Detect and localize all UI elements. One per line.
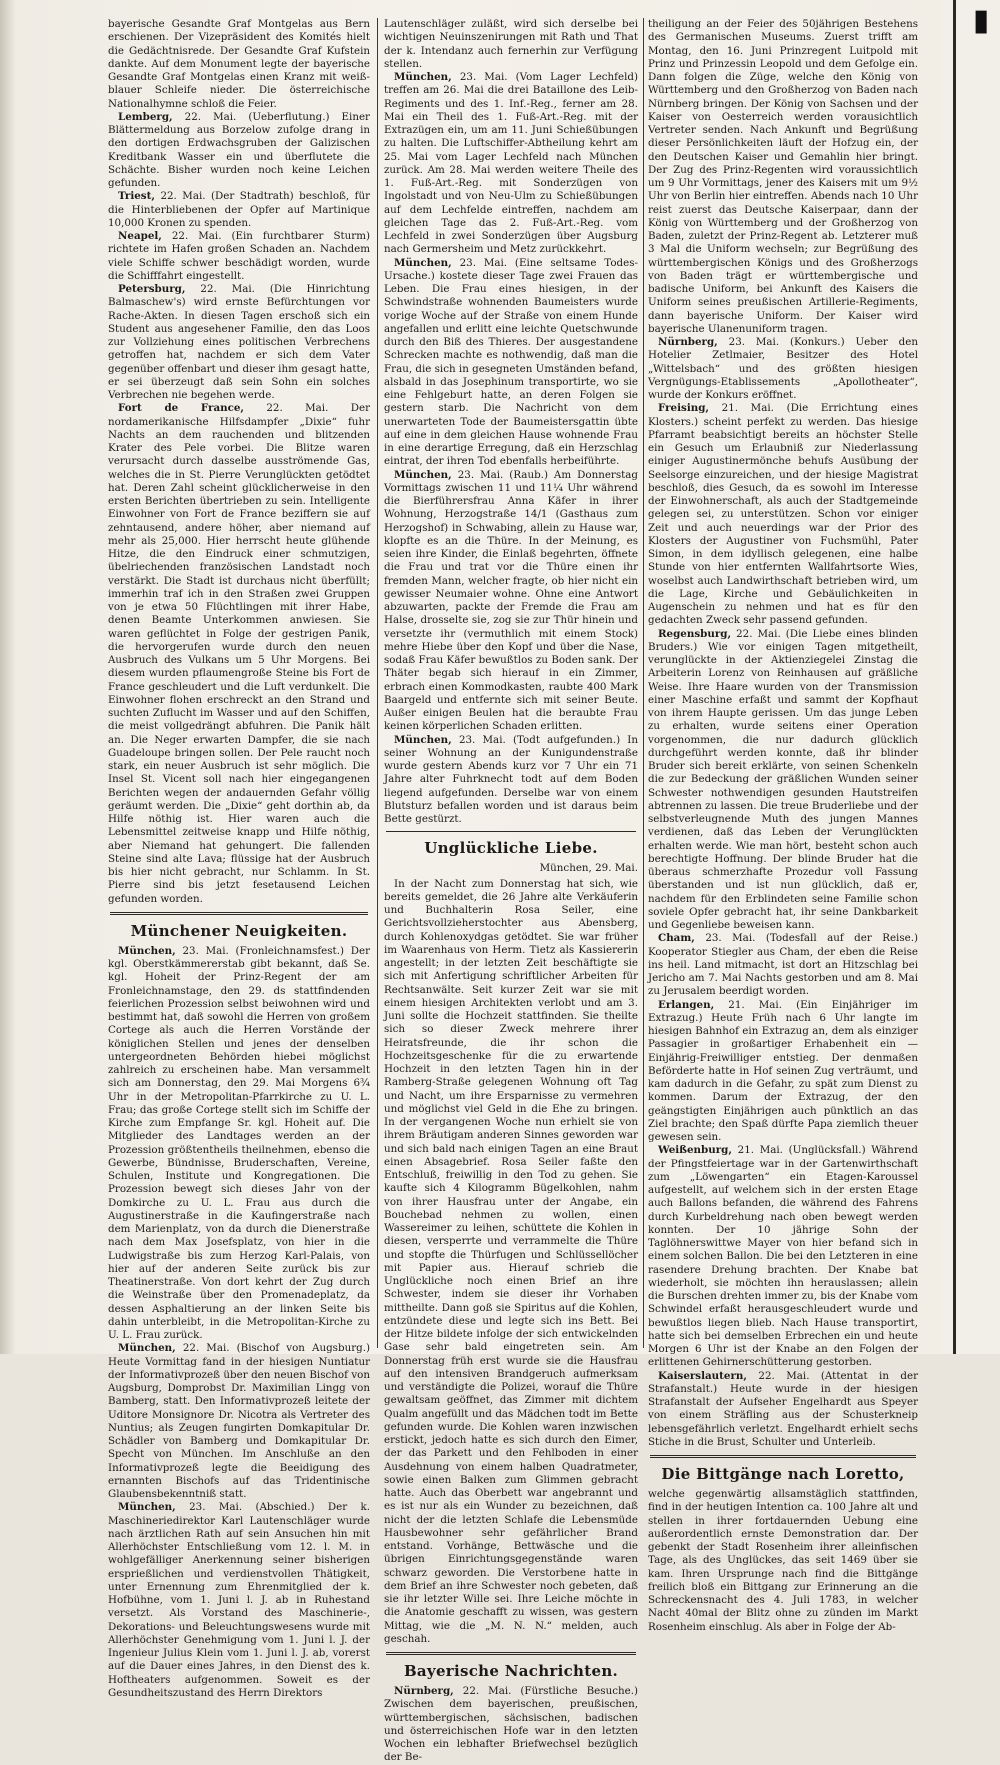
item-text: 22. Mai. (Ein furchtbarer Sturm) richtete im Hafen großen Schaden an. Nachdem viele Schiffe schwer beschädigt worden, wurde die Schifffahrt eingestellt. [108, 230, 370, 282]
item-text: 22. Mai. (Ueberflutung.) Einer Blättermeldung aus Borzelow zufolge drang in den dortigen Erdwachsgruben der Galizischen Kreditbank Wasser ein und überflutete die Schächte. Bisher wurden noch keine Leichen gefunden. [108, 110, 370, 189]
article-heading-unglueckliche-liebe: Unglückliche Liebe. [424, 839, 598, 858]
news-item-cham [648, 932, 918, 998]
dateline: Nürnberg, [658, 336, 718, 348]
item-text: 22. Mai. Der nordamerikanische Hilfsdampfer „Dixie“ fuhr Nachts an dem rauchenden und blitzenden Krater des Pele vorbei. Die Blitze waren verursacht durch dasselbe ausströmende Gas, welches die in St. Pierre Verunglückten getödtet hat. Deren Zahl scheint glücklicherweise in den ersten Berichten übertrieben zu sein. Intelligente Einwohner von Fort de France beziffern sie auf zehntausend, andere höher, aber niemand auf mehr als 25,000. Hier herrscht heute glühende Hitze, die den Eindruck einer schmutzigen, übelriechenden französischen Landstadt noch verstärkt. Die Stadt ist durchaus nicht überfüllt; immerhin traf ich in den Straßen zwei Gruppen von je etwa 50 Flüchtlingen mit ihrer Habe, denen Beamte Unterkommen anwiesen. Sie waren geflüchtet in Folge der gestrigen Panik, die hervorgerufen wurde durch den neuen Ausbruch des Vulkans um 5 Uhr Morgens. Bei diesem wurden pflaumengroße Steine bis Fort de France geschleudert und die Luft verdunkelt. Die Einwohner flohen erschreckt an den Strand und suchten Zuflucht im Wasser und auf den Schiffen, die meist vollgedrängt abfuhren. Die Panik hält an. Die Neger erwarten Dampfer, die sie nach Guadeloupe bringen sollen. Der Pele raucht noch stark, ein neuer Ausbruch ist sehr möglich. Die Insel St. Vicent soll nach hier eingegangenen Berichten wegen der andauernden Gefahr völlig geräumt werden. Die „Dixie“ geht dorthin ab, da Hilfe nöthig ist. Hier waren auch die Lebensmittel zeitweise knapp und Hilfe nöthig, aber Niemand hat gehungert. Die fallenden Steine sind alte Lava; flüssige hat der Ausbruch bis hier nicht gebracht, nur Schlamm. In St. Pierre sind bis jetzt fesetausend Leichen gefunden worden. [108, 402, 370, 905]
dateline: Kaiserslautern, [658, 1369, 747, 1382]
item-text: 21. Mai. (Unglücksfall.) Während der Pfingstfeiertage war in der Gartenwirthschaft zum „Löwengarten“ ein Etagen-Karoussel aufgestellt, auf welchem sich in der ersten Etage auch Ballons befanden, die während des Fahrens durch Kurbeldrehung nach oben bewegt werden konnten. Der 10 jährige Sohn der Taglöhnerswittwe Mayer von hier befand sich in einem solchen Ballon. Die bei den Letzteren in eine rasendere Drehung brachten. Der Knabe bat wiederholt, sie möchten ihn herauslassen; allein die Burschen drehten immer zu, bis der Knabe vom Schwindel erfaßt herausgeschleudert wurde und bewußtlos liegen blieb. Nach Hause transportirt, hatte sich bei demselben Erbrechen ein und heute Morgen 6 Uhr ist der Knabe an den Folgen der erlittenen Gehirnerschütterung gestorben. [648, 1144, 918, 1369]
news-item-muenchen-raub [384, 469, 638, 734]
section-divider [110, 912, 368, 915]
news-item-freising [648, 402, 918, 627]
item-text: 23. Mai. (Todt aufgefunden.) In seiner Wohnung an der Kunigundenstraße wurde gestern Abends kurz vor 7 Uhr ein 71 Jahre alter Fuhrknecht todt auf dem Boden liegend aufgefunden. Derselbe war von einem Blutsturz befallen worden und ist daraus beim Bette gestürzt. [384, 733, 638, 825]
item-text: 23. Mai. (Eine seltsame Todes-Ursache.) kostete dieser Tage zwei Frauen das Leben. Die Frau eines hiesigen, in der Schwindstraße wohnenden Baumeisters wurde vorige Woche auf der Straße von einem Hunde angefallen und erlitt eine leichte Quetschwunde durch den Biß des Thieres. Der ausgestandene Schrecken machte es nothwendig, daß man die Frau, die sich in gesegneten Umständen befand, alsbald in das Josephinum transportirte, wo sie eine Fehlgeburt hatte, an deren Folgen sie gestern starb. Die Nachricht von dem unerwarteten Tode der Baumeistersgattin übte auf eine in dem gleichen Hause wohnende Frau in eine derartige Erregung, daß ein Herzschlag eintrat, der ihren Tod ebenfalls herbeiführte. [384, 256, 638, 468]
dateline: München, [394, 733, 452, 746]
item-text: 22. Mai. (Die Hinrichtung Balmaschew's) wird ernste Befürchtungen vor Rache-Akten. In diesen Tagen erschoß sich ein Student aus angesehener Familie, den das Loos zur Vollziehung eines politischen Verbrechens getroffen hat, nachdem er sich dem Vater gegenüber offenbart und dieser ihm gesagt hatte, er sei überzeugt daß sein Sohn ein solches Verbrechen nie begehen werde. [108, 283, 370, 401]
news-item-neapel [108, 230, 370, 283]
news-item-muenchen-lechfeld [384, 71, 638, 257]
item-text: 23. Mai. (Raub.) Am Donnerstag Vormittags zwischen 11 und 11¼ Uhr während die Bierführersfrau Anna Käfer in ihrer Wohnung, Herzogstraße 14/1 (Gasthaus zum Herzogshof) in Schwabing, allein zu Hause war, klopfte es an die Thüre. In der Meinung, es seien ihre Kinder, die Einlaß begehrten, öffnete die Frau und trat vor die Thüre einen ihr fremden Mann, welcher fragte, ob hier nicht ein gewisser Neumaier wohne. Ohne eine Antwort abzuwarten, packte der Fremde die Frau am Halse, drosselte sie, zog sie zur Thür hinein und versetzte ihr (vermuthlich mit einem Stock) mehre Hiebe über den Kopf und über die Nase, sodaß Frau Käfer bewußtlos zu Boden sank. Der Thäter begab sich hierauf in ein Zimmer, erbrach einen Kommodkasten, raubte 400 Mark Baargeld und entfernte sich mit seiner Beute. Außer einigen Beulen hat die beraubte Frau keinen körperlichen Schaden erlitten. [384, 468, 638, 733]
dateline: München, [118, 1501, 176, 1514]
section-divider [650, 1455, 916, 1458]
dateline: Petersburg, [118, 283, 186, 295]
section-heading-bayerische-nachrichten: Bayerische Nachrichten. [403, 1662, 619, 1680]
article-dateline: München, 29. Mai. [539, 862, 638, 875]
dateline: München, [118, 1342, 176, 1355]
news-item-fort-de-france [108, 402, 370, 906]
news-item-regensburg [648, 628, 918, 933]
page-edge-rule [953, 0, 956, 1354]
news-item-petersburg [108, 283, 370, 402]
news-item-muenchen-abschied [108, 1501, 370, 1700]
page-margin-right [942, 0, 1000, 1354]
dateline: Triest, [118, 190, 155, 203]
dateline: Erlangen, [658, 998, 715, 1011]
item-text: 23. Mai. (Konkurs.) Ueber den Hotelier Zetlmaier, Besitzer des Hotel „Wittelsbach“ und des größten hiesigen Vergnügungs-Etablissements „Apollotheater“, wurde der Konkurs eröffnet. [648, 336, 918, 401]
item-text: 23. Mai. (Todesfall auf der Reise.) Kooperator Stiegler aus Cham, der eben die Reise ins heil. Land mitmacht, ist dort an Hitzschlag bei Jericho am 7. Mai Nachts gestorben und am 8. Mai zu Jerusalem beerdigt worden. [648, 932, 919, 998]
news-item-muenchen-todt [384, 734, 638, 827]
news-item-muenchen-fronleichnam [108, 945, 370, 1343]
dateline: Neapel, [118, 230, 162, 242]
news-item-erlangen [648, 999, 918, 1145]
column-1 [108, 18, 371, 1699]
item-text: 22. Mai. (Fürstliche Besuche.) Zwischen dem bayerischen, preußischen, württembergischen, sächsischen, badischen und österreichischen Hofe war in den letzten Wochen ein lebhafter Briefwechsel bezüglich der Be- [384, 1685, 638, 1764]
item-text: 21. Mai. (Die Errichtung eines Klosters.) scheint perfekt zu werden. Das hiesige Pfarramt beabsichtigt bereits an höchster Stelle ein Gesuch um Erlaubniß zur Niederlassung einiger Augustinermönche behufs Ausübung der Seelsorge einzureichen, und der hiesige Magistrat beschloß, dies Gesuch, da es sowohl im Interesse der Einwohnerschaft, als auch der Stadtgemeinde gelegen sei, zu unterstützen. Schon vor einiger Zeit und auch neuerdings war der Prior des Klosters der Augustiner von Fuchsmühl, Pater Simon, in dem idyllisch gelegenen, eine halbe Stunde von hier entfernten Wallfahrtsorte Wies, woselbst auch Landwirthschaft betrieben wird, um die Lage, Kirche und Gebäulichkeiten in Augenschein zu nehmen und hat es für den gedachten Zweck sehr passend gefunden. [648, 402, 918, 627]
dateline: München, [394, 71, 452, 83]
article-heading-bittgaenge-loretto: Die Bittgänge nach Loretto, [661, 1465, 905, 1483]
corner-fleuron-icon: ▮ [972, 3, 990, 38]
column-rule-2 [643, 18, 644, 1348]
article-body: In der Nacht zum Donnerstag hat sich, wie bereits gemeldet, die 26 Jahre alte Verkäuferin und Buchhalterin Rosa Seiler, eine Gerichtsvollzieherstochter aus Abensberg, durch Kohlenoxydgas getödtet. Sie war früher im Waarenhaus von Herm. Tietz als Kassiererin angestellt; in der letzten Zeit beschäftigte sie sich mit Anfertigung schriftlicher Arbeiten für Rechtsanwälte. Seit kurzer Zeit war sie mit einem hiesigen Architekten verlobt und am 3. Juni sollte die Hochzeit stattfinden. Sie theilte sich so dieser Zweck mehrere ihrer Heiratsfreunde, die ihr schon die Hochzeitsgeschenke für die zu erwartende Hochzeit in den letzten Tagen hin in der Ramberg-Straße gelegenen Wohnung oft Tag und Nacht, um ihre Ersparnisse zu vermehren und möglichst viel Geld in die Ehe zu bringen. In der vergangenen Woche nun erhielt sie von ihrem Bräutigam anderen Sinnes geworden war und sich bald nach einigen Tagen an eine Braut einen Absagebrief. Rosa Seiler faßte den Entschluß, freiwillig in den Tod zu gehen. Sie kaufte sich 4 Kilogramm Bügelkohlen, nahm von ihrer Hausfrau unter der Angabe, ein Bouchebad nehmen zu wollen, einen Wassereimer zu leihen, schüttete die Kohlen in diesen, versperrte und verrammelte die Thüre und stopfte die Thürfugen und Schlüssellöcher mit Papier aus. Hierauf schrieb die Unglückliche noch einen Brief an ihre Schwester, indem sie dieser ihr Vorhaben mittheilte. Dann goß sie Spiritus auf die Kohlen, entzündete diese und legte sich ins Bett. Bei der Hitze bildete infolge der sich entwickelnden Gase sehr bald eingetreten sein. Am Donnerstag früh erst wurde sie die Hausfrau auf den intensiven Brandgeruch aufmerksam und verständigte die Polizei, worauf die Thüre gewaltsam geöffnet, das Zimmer mit dichtem Qualm angefüllt und das Mädchen todt im Bette gefunden wurde. Die Kohlen waren inzwischen erstickt, jedoch hatte es sich durch den Eimer, der das Parkett und den Fehlboden in einer Ausdehnung von einem halben Quadratmeter, sowie einen Balken zum Glimmen gebracht hatte. Auch das Oberbett war angebrannt und es ist nur als ein Wunder zu bezeichnen, daß nicht der die letzten Schlafe die Lebensmüde Hausbewohner sehr gefährlicher Brand entstand. Vorhänge, Bettwäsche und die übrigen Einrichtungsgegenstände waren schwarz geworden. Die Verstorbene hatte in dem Brief an ihre Schwester noch gebeten, daß sie ihr letzter Wille sei. Ihre Leiche möchte in die Anatomie geschafft zu wissen, was gestern Mittag, wie die „M. N. N.“ melden, auch geschah. [384, 877, 638, 1645]
dateline: Nürnberg, [394, 1685, 454, 1697]
news-item-weissenburg [648, 1144, 918, 1369]
dateline: München, [394, 256, 452, 269]
item-text: 22. Mai. (Die Liebe eines blinden Bruders.) Wie vor einigen Tagen mitgetheilt, verunglückte in der Aktienziegelei Zinstag die Arbeiterin Lorenz von Reinhausen auf gräßliche Weise. Ihre Haare wurden von der Transmission einer Maschine erfaßt und sammt der Kopfhaut von ihrem Haupte gerissen. Um das junge Leben zu erhalten, wurde seitens einer Operation vorgenommen, die nur dadurch glücklich durchgeführt werden konnte, daß ihr blinder Bruder sich bereit erklärte, von seinen Schenkeln die zur Bedeckung der gräßlichen Wunden seiner Schwester nothwendigen gesunden Hautstreifen abtrennen zu lassen. Die treue Bruderliebe und der selbstverleugnende Muth des jungen Mannes verdienen, daß das Leben der Verunglückten erhalten werde. Wie man hört, besteht schon auch berechtigte Hoffnung. Der blinde Bruder hat die überaus schmerzhafte Prozedur voll Fassung überstanden und ist nun glücklich, daß er, nachdem für den Erblindeten seine Familie schon soviele Opfer gebracht hat, ihr seine Dankbarkeit und Gegenliebe beweisen kann. [648, 627, 918, 931]
column-3 [648, 18, 919, 1633]
column-2 [384, 18, 638, 1764]
news-item-kaiserslautern [648, 1370, 918, 1450]
dateline: München, [118, 944, 176, 957]
item-text: 22. Mai. (Der Stadtrath) beschloß, für die Hinterbliebenen der Opfer auf Martinique 10,000 Kronen zu spenden. [108, 190, 371, 229]
article-paragraph: bayerische Gesandte Graf Montgelas aus Bern erschienen. Der Vizepräsident des Komités hielt die Gedächtnisrede. Der Gesandte Graf Kufstein dankte. Auf dem Monument legte der bayerische Gesandte Graf Montgelas einen Kranz mit weiß-blauer Schleife nieder. Die österreichische Nationalhymne schloß die Feier. [108, 18, 370, 110]
article-body: welche gegenwärtig allsamstäglich stattfinden, find in der heutigen Intention ca. 100 Jahre alt und stellen in ihrer fortdauernden Uebung eine außerordentlich ernste Demonstration dar. Der gebenkt der Stadt Rosenheim ihrer alleinfischen Tage, als des Unglückes, das seit 1469 über sie kam. Ihren Ursprunge nach find die Bittgänge freilich bloß ein Bittgang zur Erinnerung an die Schreckensnacht des 4. Juli 1783, in welcher Nacht 40mal der Blitz ohne zu zünden im Markt Rosenheim einschlug. Als aber in Folge der Ab- [648, 1488, 918, 1633]
dateline: Weißenburg, [658, 1144, 732, 1157]
item-text: 23. Mai. (Fronleichnamsfest.) Der kgl. Oberstkämmererstab gibt bekannt, daß Se. kgl. Hoheit der Prinz-Regent der am Fronleichnamstage, den 29. ds stattfindenden feierlichen Prozession selbst beiwohnen wird und bestimmt hat, daß sowohl die Herren von großem Cortege als auch die Herren Vorstände der königlichen Stellen und jenes der denselben untergeordneten Behörden hiebei möglichst zahlreich zu erscheinen habe. Man versammelt sich am Donnerstag, den 29. Mai Morgens 6¾ Uhr in der Metropolitan-Pfarrkirche zu U. L. Frau; das große Cortege stellt sich im Schiffe der Kirche zum Empfange Sr. kgl. Hoheit auf. Die Mitglieder des Landtages werden an der Prozession größtentheils theilnehmen, ebenso die Gewerbe, Bündnisse, Bruderschaften, Vereine, Schulen, Institute und Kongregationen. Die Prozession bewegt sich dieses Jahr von der Domkirche zu U. L. Frau aus durch die Augustinerstraße in die Kaufingerstraße nach dem Marienplatz, von da durch die Dienerstraße nach dem Max Josefsplatz, von hier in die Ludwigstraße bis zum Herzog Karl-Palais, von hier auf der anderen Seite zurück bis zur Theatinerstraße. Von dort kehrt der Zug durch die Weinstraße über den Promenadeplatz, da dessen Asphaltierung an der linken Seite bis dahin unterbleibt, in die Metropolitan-Kirche zu U. L. Frau zurück. [108, 944, 370, 1341]
dateline: Fort de France, [118, 402, 245, 415]
dateline: Freising, [658, 402, 709, 415]
dateline: Regensburg, [658, 627, 732, 640]
item-text: 23. Mai. (Abschied.) Der k. Maschineriedirektor Karl Lautenschläger wurde nach ärztlichen Rath auf sein Ansuchen hin mit Allerhöchster Entschließung vom 12. l. M. in wohlgefälliger Anerkennung seiner bisherigen ersprießlichen und verdienstvollen Thätigkeit, unter Ernennung zum Ehrenmitglied der k. Hofbühne, vom 1. Juni l. J. ab in Ruhestand versetzt. Als Vorstand des Maschinerie-, Dekorations- und Beleuchtungswesens wurde mit Allerhöchster Genehmigung vom 1. Juni l. J. der Ingenieur Julius Klein vom 1. Juni l. J. ab, vorerst auf die Dauer eines Jahres, in den Dienst des k. Hoftheaters aufgenommen. Soweit es der Gesundheitszustand des Herrn Direktors [108, 1501, 370, 1699]
dateline: Cham, [658, 932, 695, 945]
article-paragraph: Lautenschläger zuläßt, wird sich derselbe bei wichtigen Neuinszenirungen mit Rath und That der k. Intendanz auch fernerhin zur Verfügung stellen. [384, 18, 638, 70]
section-divider [386, 1652, 636, 1655]
news-item-triest [108, 190, 370, 230]
item-text: 22. Mai. (Bischof von Augsburg.) Heute Vormittag fand in der hiesigen Nuntiatur der Informativprozeß über den neuen Bischof von Augsburg, Domprobst Dr. Maximilian Lingg von Bamberg, statt. Den Informativprozeß leitete der Uditore Monsignore Dr. Nicotra als Vertreter des Nuntius; als Zeugen fungirten Domkapitular Dr. Schädler von Bamberg und Domkapitular Dr. Specht von München. Im Anschluße an den Informativprozeß legte die Beeidigung des ernannten Bischofs auf das Tridentinische Glaubensbekenntniß statt. [108, 1342, 370, 1500]
news-item-nuernberg-besuche [384, 1685, 638, 1765]
news-item-muenchen-bischof [108, 1342, 370, 1501]
item-text: 23. Mai. (Vom Lager Lechfeld) treffen am 26. Mai die drei Bataillone des Leib-Regiments und des 1. Inf.-Reg., ferner am 28. Mai ein Theil des 1. Fuß-Art.-Reg. mit der Extrazügen ein, um am 11. Juni Schießübungen zu halten. Die Luftschiffer-Abtheilung kehrt am 25. Mai vom Lager Lechfeld nach München zurück. Am 28. Mai werden weitere Theile des 1. Fuß-Art.-Reg. mit Sonderzügen von Ingolstadt und von Neu-Ulm zu Schießübungen auf dem Lechfelde eintreffen, nachdem am gleichen Tage das 2. Fuß-Art.-Reg. vom Lechfeld in zwei Sonderzügen über Augsburg nach Germersheim und Metz zurückkehrt. [384, 71, 638, 256]
news-item-lemberg [108, 111, 370, 191]
section-heading-muenchener-neuigkeiten: Münchener Neuigkeiten. [130, 921, 348, 940]
dateline: München, [394, 468, 452, 481]
section-divider [386, 831, 636, 832]
news-item-muenchen-todes-ursache [384, 257, 638, 469]
news-item-nuernberg-konkurs [648, 336, 918, 402]
item-text: 22. Mai. (Attentat in der Strafanstalt.) Heute wurde in der hiesigen Strafanstalt der Aufseher Engelhardt aus Speyer von einem Sträfling aus der Schusterkneip lebensgefährlich verletzt. Engelhardt erhielt sechs Stiche in die Brust, Schulter und Unterleib. [648, 1369, 918, 1448]
dateline: Lemberg, [118, 110, 173, 123]
item-text: 21. Mai. (Ein Einjähriger im Extrazug.) Heute Früh nach 6 Uhr langte im hiesigen Bahnhof ein Extrazug an, dem als einziger Passagier in großartiger Erhabenheit ein — Einjährig-Freiwilliger entstieg. Der denmaßen Beförderte hatte in Hof seinen Zug verträumt, und kam dadurch in die Gefahr, zu spät zum Dienst zu kommen. Darum der Extrazug, der den geängstigten Einjährigen auch pünktlich an das Ziel brachte; den Spaß dürfte Papa ziemlich theuer gewesen sein. [648, 998, 918, 1143]
column-rule-1 [377, 18, 378, 1348]
article-paragraph: theiligung an der Feier des 50jährigen Bestehens des Germanischen Museums. Zuerst trifft am Montag, den 16. Juni Prinzregent Luitpold mit Prinz und Prinzessin Leopold und dem Gefolge ein. Dann folgen die Züge, welche den König von Württemberg und den Großherzog von Baden nach Nürnberg bringen. Der König von Sachsen und der Kaiser von Oesterreich werden vorausichtlich Vertreter senden. Nach Ankunft und Begrüßung dieser Persönlichkeiten läuft der Hofzug ein, der den Deutschen Kaiser und Gemahlin hier bringt. Der Zug des Prinz-Regenten wird voraussichtlich um 9 Uhr Vormittags, jener des Kaisers mit um 9½ Uhr von Berlin hier eintreffen. Abends nach 10 Uhr reist zuerst das Deutsche Kaiserpaar, dann der König von Württemberg und der Großherzog von Baden, zuletzt der Prinz-Regent ab. Letzterer muß 3 Mal die Uniform wechseln; zur Begrüßung des württembergischen Königs und des Großherzogs von Baden trägt er württembergische und badische Uniform, bei Ankunft des Kaisers die Uniform seines preußischen Artillerie-Regiments, dann bayerische Uniform. Der Kaiser wird bayerische Ulanenuniform tragen. [648, 18, 918, 335]
page-binding-shadow [0, 0, 16, 1354]
